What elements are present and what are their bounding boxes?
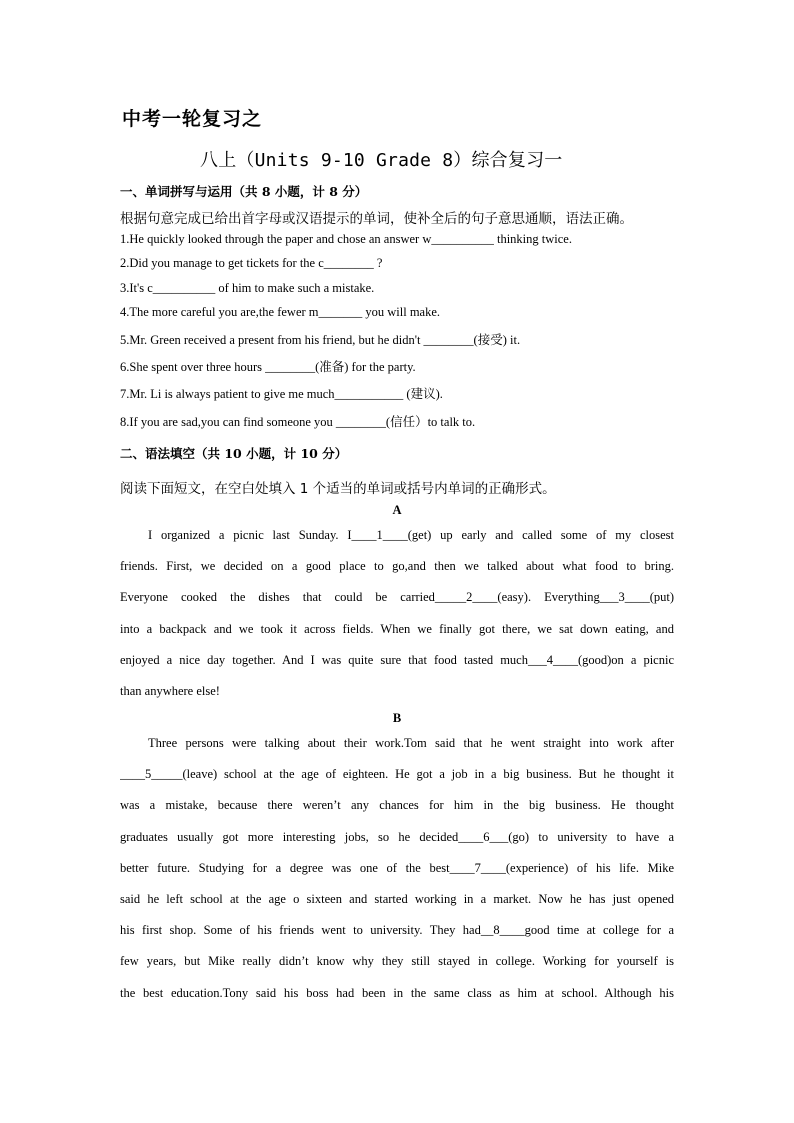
passage-b-line-9: the best education.Tony said his boss had been in the same class as him at school. Although his <box>120 985 674 1000</box>
passage-a-line-1: I organized a picnic last Sunday. I____1____(get) up early and called some of my closest <box>148 528 674 542</box>
question-item-1: 1.He quickly looked through the paper and chose an answer w__________ thinking twice. <box>120 232 572 246</box>
question-item-5: 5.Mr. Green received a present from his friend, but he didn't ________(接受) it. <box>120 333 521 347</box>
passage-a-line-6: than anywhere else! <box>120 683 220 698</box>
passage-b-line-2: ____5_____(leave) school at the age of eighteen. He got a job in a big business. But he thought it <box>120 767 674 782</box>
passage-b-line-4: graduates usually got more interesting jobs, so he decided____6___(go) to university to have a <box>120 829 674 844</box>
question-item-6: 6.She spent over three hours ________(准备) for the party. <box>120 360 416 374</box>
passage-a-label: A <box>392 503 402 517</box>
passage-b-line-1: Three persons were talking about their work.Tom said that he went straight into work after <box>148 736 674 750</box>
question-item-8: 8.If you are sad,you can find someone you ________(信任）to talk to. <box>120 415 476 429</box>
section-2-heading: 二、语法填空（共 10 小题，计 10 分） <box>120 446 348 461</box>
passage-a <box>120 520 674 707</box>
title-line-1: 中考一轮复习之 <box>122 108 263 130</box>
title-line-2: 八上（Units 9-10 Grade 8）综合复习一 <box>200 150 563 171</box>
passage-b-line-5: better future. Studying for a degree was one of the best____7____(experience) of his life. Mike <box>120 860 674 875</box>
passage-b-label: B <box>392 711 402 725</box>
passage-b-line-8: few years, but Mike really didn’t know why they still stayed in college. Working for yourself is <box>120 954 674 969</box>
passage-b-line-7: his first shop. Some of his friends went to university. They had__8____good time at college for a <box>120 923 674 938</box>
passage-a-line-2: friends. First, we decided on a good place to go,and then we talked about what food to bring. <box>120 559 674 574</box>
question-item-3: 3.It's c__________ of him to make such a mistake. <box>120 281 375 295</box>
passage-b <box>120 728 674 1009</box>
question-item-4: 4.The more careful you are,the fewer m_______ you will make. <box>120 305 441 319</box>
section-2-instruction: 阅读下面短文，在空白处填入 1 个适当的单词或括号内单词的正确形式。 <box>120 481 556 497</box>
passage-a-line-3: Everyone cooked the dishes that could be carried_____2____(easy). Everything___3____(put) <box>120 590 674 605</box>
question-item-7: 7.Mr. Li is always patient to give me much___________ (建议). <box>120 387 443 401</box>
section-1-heading: 一、单词拼写与运用（共 8 小题，计 8 分） <box>120 184 368 199</box>
section-1-instruction: 根据句意完成已给出首字母或汉语提示的单词，使补全后的句子意思通顺，语法正确。 <box>120 211 633 227</box>
passage-b-line-6: said he left school at the age o sixteen and started working in a market. Now he has just opened <box>120 891 674 906</box>
question-item-2: 2.Did you manage to get tickets for the c________ ? <box>120 256 383 270</box>
passage-b-line-3: was a mistake, because there weren’t any chances for him in the big business. He thought <box>120 798 674 813</box>
passage-a-line-5: enjoyed a nice day together. And I was quite sure that food tasted much___4____(good)on a picnic <box>120 652 674 667</box>
passage-a-line-4: into a backpack and we took it across fields. When we finally got there, we sat down eating, and <box>120 621 674 636</box>
